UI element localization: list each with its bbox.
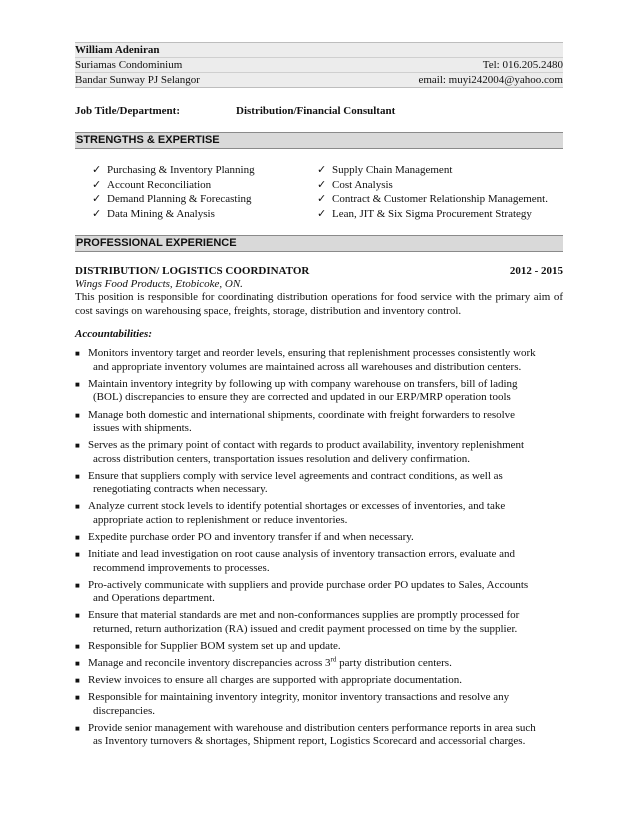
accountability-line-1: Responsible for Supplier BOM system set up and update.: [88, 639, 341, 652]
accountability-item: [75, 579, 563, 606]
strength-item: [317, 192, 548, 207]
accountability-line-2: (BOL) discrepancies to ensure they are corrected and updated in our ERP/MRP operation tools: [93, 391, 511, 404]
accountabilities-heading: Accountabilities:: [75, 328, 152, 341]
accountability-item: [75, 439, 563, 466]
address-line-1: Suriamas Condominium: [75, 59, 183, 71]
accountability-line-2: and appropriate inventory volumes are maintained across all warehouses and distribution centers.: [93, 360, 522, 373]
accountability-item: [75, 722, 563, 749]
checkmark-icon: ✓: [317, 193, 327, 206]
bullet-icon: ■: [75, 410, 80, 420]
accountability-text: [88, 548, 515, 575]
accountability-line-1: Monitors inventory target and reorder levels, ensuring that replenishment processes consistently work: [88, 347, 536, 360]
accountability-item: [75, 531, 563, 545]
accountability-line-1: Responsible for maintaining inventory integrity, monitor inventory transactions and resolve any: [88, 691, 510, 704]
accountability-text: [88, 531, 414, 545]
strengths-right-column: [317, 163, 548, 221]
bullet-icon: ■: [75, 471, 80, 481]
bullet-icon: ■: [75, 379, 80, 389]
checkmark-icon: ✓: [92, 193, 102, 206]
bullet-icon: ■: [75, 349, 80, 359]
bullet-icon: ■: [75, 723, 80, 733]
resume-page: [75, 0, 563, 752]
bullet-icon: ■: [75, 658, 80, 668]
candidate-name: William Adeniran: [75, 44, 160, 56]
checkmark-icon: ✓: [92, 207, 102, 220]
bullet-icon: ■: [75, 441, 80, 451]
accountability-line-1: Initiate and lead investigation on root cause analysis of inventory transaction errors, evaluate and: [88, 548, 516, 561]
accountabilities-list: [75, 347, 563, 748]
accountability-line-1: Serves as the primary point of contact with regards to product availability, inventory replenishment: [88, 439, 525, 452]
accountability-text: [88, 439, 524, 466]
telephone: Tel: 016.205.2480: [482, 59, 563, 71]
accountability-line-1: Manage both domestic and international shipments, coordinate with freight forwarders to resolve: [88, 408, 516, 421]
strength-label: Lean, JIT & Six Sigma Procurement Strategy: [332, 207, 532, 220]
strength-item: [317, 163, 548, 178]
strength-label: Cost Analysis: [332, 178, 393, 191]
strength-item: [92, 192, 317, 207]
bullet-icon: ■: [75, 502, 80, 512]
accountability-text: [88, 500, 505, 527]
accountability-line-2: appropriate action to replenishment or reduce inventories.: [93, 513, 348, 526]
accountability-line-2: recommend improvements to processes.: [93, 561, 270, 574]
accountability-line-1: Expedite purchase order PO and inventory transfer if and when necessary.: [88, 530, 414, 543]
bullet-icon: ■: [75, 550, 80, 560]
bullet-icon: ■: [75, 641, 80, 651]
strength-label: Demand Planning & Forecasting: [107, 193, 252, 206]
accountability-line-2: as Inventory turnovers & shortages, Shipment report, Logistics Scorecard and accessorial charges.: [93, 735, 526, 748]
accountability-item: [75, 657, 563, 671]
bullet-icon: ■: [75, 676, 80, 685]
strength-label: Purchasing & Inventory Planning: [107, 164, 255, 176]
accountability-text: [88, 674, 462, 688]
accountability-text: [88, 657, 452, 671]
bullet-icon: ■: [75, 580, 80, 590]
checkmark-icon: ✓: [317, 178, 327, 191]
bullet-icon: ■: [75, 611, 80, 621]
bullet-icon: ■: [75, 532, 80, 542]
accountability-text: [88, 640, 341, 654]
strength-label: Contract & Customer Relationship Management.: [332, 193, 548, 206]
accountability-line-2: and Operations department.: [93, 592, 215, 605]
accountability-line-2: discrepancies.: [93, 704, 155, 717]
accountability-item: [75, 378, 563, 405]
strength-item: [92, 207, 317, 222]
checkmark-icon: ✓: [317, 164, 327, 176]
checkmark-icon: ✓: [92, 178, 102, 191]
contact-header: [75, 42, 563, 88]
accountability-item: [75, 640, 563, 654]
position-dates: 2012 - 2015: [509, 265, 563, 278]
accountability-line-1: Ensure that suppliers comply with service level agreements and contract conditions, as well as: [88, 469, 503, 482]
strength-item: [317, 207, 548, 222]
strength-label: Data Mining & Analysis: [107, 207, 215, 220]
experience-heading: PROFESSIONAL EXPERIENCE: [75, 235, 563, 252]
accountability-text: [88, 609, 519, 636]
position-title: DISTRIBUTION/ LOGISTICS COORDINATOR: [75, 265, 310, 278]
strength-item: [92, 163, 317, 178]
accountability-item: [75, 500, 563, 527]
accountability-item: [75, 347, 563, 374]
company-name: Wings Food Products, Etobicoke, ON.: [75, 278, 243, 291]
strength-item: [92, 178, 317, 193]
accountability-text-part: Manage and reconcile inventory discrepancies across 3: [88, 656, 331, 669]
accountability-item: [75, 609, 563, 636]
accountability-line-1: [88, 657, 452, 671]
checkmark-icon: ✓: [317, 207, 327, 220]
job-title-label: Job Title/Department:: [75, 105, 180, 117]
accountability-text-part: party distribution centers.: [336, 656, 452, 669]
accountability-text: [88, 722, 536, 749]
strengths-heading: STRENGTHS & EXPERTISE: [75, 132, 563, 149]
job-title-value: Distribution/Financial Consultant: [236, 105, 396, 117]
strengths-list: [75, 163, 563, 221]
accountability-line-2: issues with shipments.: [93, 422, 192, 435]
accountability-text: [88, 691, 509, 718]
accountability-item: [75, 548, 563, 575]
strength-label: Supply Chain Management: [332, 164, 453, 176]
accountability-item: [75, 409, 563, 436]
accountability-line-1: Ensure that material standards are met and non-conformances supplies are promptly processed for: [88, 609, 520, 622]
address-line-2: Bandar Sunway PJ Selangor: [75, 74, 200, 86]
strength-label: Account Reconciliation: [107, 178, 212, 191]
email: email: muyi242004@yahoo.com: [418, 74, 563, 86]
accountability-item: [75, 674, 563, 688]
position-description: This position is responsible for coordinating distribution operations for food service with the primary aim of cost savings on warehousing space, freights, storage, distribution and inventory control.: [75, 291, 563, 317]
bullet-icon: ■: [75, 693, 80, 703]
accountability-line-1: Review invoices to ensure all charges are supported with appropriate documentation.: [88, 674, 462, 686]
accountability-line-1: Analyze current stock levels to identify potential shortages or excesses of inventories, and take: [88, 500, 506, 513]
checkmark-icon: ✓: [92, 164, 102, 176]
accountability-item: [75, 470, 563, 497]
accountability-line-2: renegotiating contracts when necessary.: [93, 483, 268, 496]
accountability-line-1: Pro-actively communicate with suppliers and provide purchase order PO updates to Sales, Accounts: [88, 578, 529, 591]
accountability-item: [75, 691, 563, 718]
accountability-text: [88, 409, 515, 436]
job-title-row: [75, 104, 563, 118]
position-row: [75, 265, 563, 278]
accountability-line-1: Maintain inventory integrity by following up with company warehouse on transfers, bill of lading: [88, 377, 518, 390]
accountability-line-2: across distribution centers, transportation issues resolution and delivery confirmation.: [93, 452, 470, 465]
accountability-text: [88, 378, 518, 405]
strengths-left-column: [92, 163, 317, 221]
accountability-text: [88, 347, 536, 374]
accountability-text: [88, 470, 503, 497]
strength-item: [317, 178, 548, 193]
accountability-text: [88, 579, 528, 606]
accountability-line-1: Provide senior management with warehouse and distribution centers performance reports in area such: [88, 721, 536, 734]
accountability-line-2: returned, return authorization (RA) issued and credit payment processed on time by the supplier.: [93, 622, 518, 635]
ordinal-suffix: rd: [330, 655, 337, 664]
